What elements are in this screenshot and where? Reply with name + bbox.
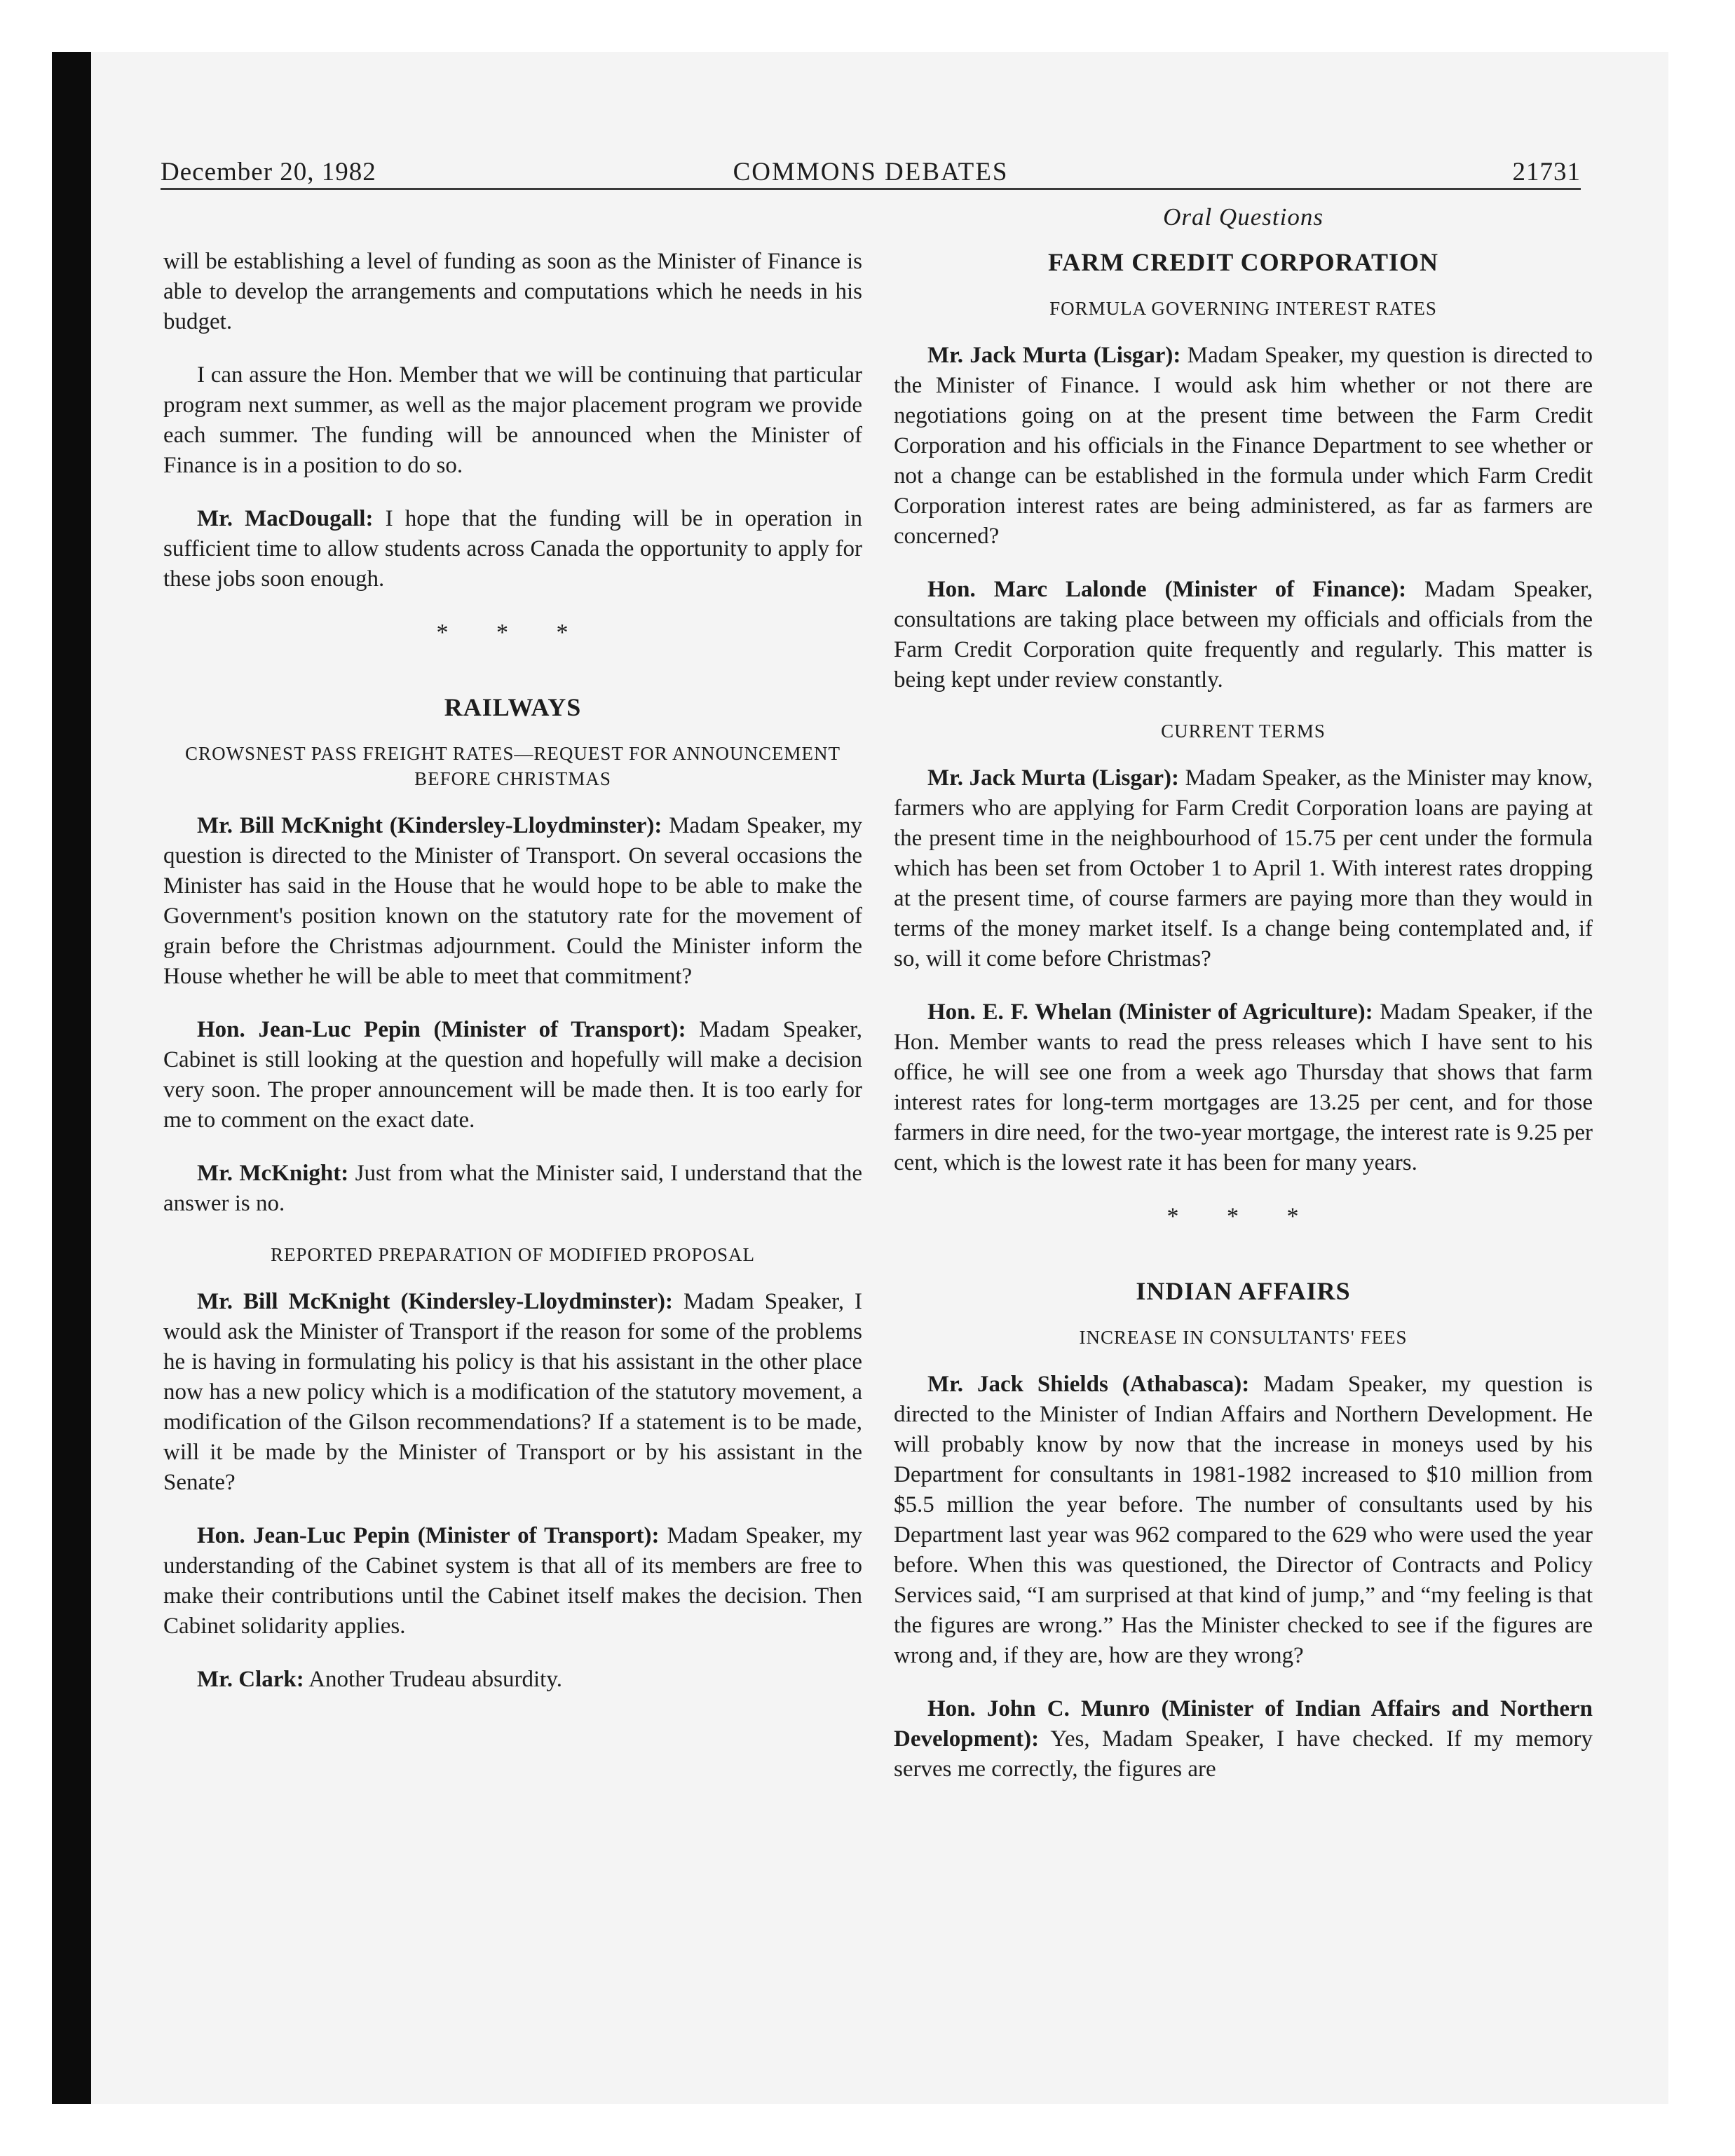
- paragraph: will be establishing a level of funding as soon as the Minister of Finance is able to develop the arrangements and computations which he needs in his budget.: [163, 249, 862, 334]
- speech-text: Madam Speaker, my understanding of the Cabinet system is that all of its members are free to make their contributions until the Cabinet itself makes the decision. Then Cabinet solidarity applies.: [163, 1523, 862, 1639]
- paragraph: [894, 997, 1593, 1178]
- speaker-name: Mr. McKnight:: [197, 1161, 349, 1186]
- subheading: INCREASE IN CONSULTANTS' FEES: [1079, 1327, 1408, 1348]
- speaker-name: Mr. Bill McKnight (Kindersley-Lloydminster):: [197, 813, 662, 838]
- paragraph: [163, 1287, 862, 1498]
- header-page-number: 21731: [1512, 158, 1581, 186]
- speaker-name: Mr. Bill McKnight (Kindersley-Lloydminster):: [197, 1289, 673, 1314]
- subheading: CROWSNEST PASS FREIGHT RATES—REQUEST FOR ANNOUNCEMENT BEFORE CHRISTMAS: [185, 743, 841, 789]
- left-column: [163, 247, 862, 1718]
- speaker-name: Hon. Marc Lalonde (Minister of Finance):: [927, 577, 1407, 602]
- speech-text: Yes, Madam Speaker, I have checked. If my memory serves me correctly, the figures are: [894, 1726, 1593, 1782]
- section-title: INDIAN AFFAIRS: [1136, 1277, 1351, 1305]
- speech-text: Madam Speaker, my question is directed to the Minister of Finance. I would ask him whether or not there are negotiations going on at the present time between the Farm Credit Corporation and his officials in the Finance Department to see whether or not a change can be established in the formula under which Farm Credit Corporation interest rates are being administered, as far as farmers are concerned?: [894, 343, 1593, 549]
- speech-text: Madam Speaker, if the Hon. Member wants to read the press releases which I have sent to his office, he will see one from a week ago Thursday that shows that farm interest rates for long-term mortgages are 13.25 per cent, and for those farmers in dire need, for the two-year mortgage, the interest rate is 9.25 per cent, which is the lowest rate it has been for many years.: [894, 999, 1593, 1175]
- paragraph: [163, 811, 862, 992]
- speech-text: Madam Speaker, Cabinet is still looking at the question and hopefully will make a decision very soon. The proper announcement will be made then. It is too early for me to comment on the exact date.: [163, 1017, 862, 1133]
- right-column: [894, 202, 1593, 1808]
- paragraph: [894, 575, 1593, 695]
- paragraph: [163, 1015, 862, 1135]
- paragraph: [894, 763, 1593, 974]
- header-date: December 20, 1982: [161, 158, 376, 186]
- subheading: CURRENT TERMS: [1161, 721, 1326, 742]
- subheading: FORMULA GOVERNING INTEREST RATES: [1049, 298, 1437, 319]
- speaker-name: Mr. Jack Murta (Lisgar):: [927, 765, 1180, 791]
- speech-text: Madam Speaker, as the Minister may know, farmers who are applying for Farm Credit Corporation loans are paying at the present time in the neighbourhood of 15.75 per cent under the formula which has been set from October 1 to April 1. With interest rates dropping at the present time, of course farmers are paying more than they would in terms of the money market itself. Is a change being contemplated and, if so, will it come before Christmas?: [894, 765, 1593, 971]
- paragraph: [163, 1665, 862, 1695]
- paragraph: [163, 1159, 862, 1219]
- speaker-name: Mr. Clark:: [197, 1667, 304, 1692]
- speech-text: Just from what the Minister said, I understand that the answer is no.: [163, 1161, 862, 1216]
- section-title: FARM CREDIT CORPORATION: [1047, 248, 1438, 276]
- speech-text: Another Trudeau absurdity.: [304, 1667, 562, 1692]
- page-header: [161, 153, 1581, 190]
- speaker-name: Hon. John C. Munro (Minister of Indian Affairs and Northern Development):: [894, 1696, 1593, 1752]
- paragraph: [894, 1694, 1593, 1785]
- paragraph: I can assure the Hon. Member that we will be continuing that particular program next summer, as well as the major placement program we provide each summer. The funding will be announced when the Minister of Finance is in a position to do so.: [163, 362, 862, 478]
- speaker-name: Hon. E. F. Whelan (Minister of Agriculture):: [927, 999, 1373, 1025]
- speaker-name: Hon. Jean-Luc Pepin (Minister of Transport):: [197, 1017, 686, 1042]
- speech-text: Madam Speaker, consultations are taking place between my officials and officials from the Farm Credit Corporation quite frequently and regularly. This matter is being kept under review constantly.: [894, 577, 1593, 692]
- paragraph: [163, 504, 862, 594]
- speaker-name: Hon. Jean-Luc Pepin (Minister of Transport):: [197, 1523, 660, 1548]
- speech-text: I hope that the funding will be in operation in sufficient time to allow students across Canada the opportunity to apply for these jobs soon enough.: [163, 506, 862, 592]
- speech-text: Madam Speaker, I would ask the Minister of Transport if the reason for some of the problems he is having in formulating his policy is that his assistant in the other place now has a new policy which is a modification of the statutory movement, a modification of the Gilson recommendations? If a statement is to be made, will it be made by the Minister of Transport or by his assistant in the Senate?: [163, 1289, 862, 1495]
- paragraph: [894, 341, 1593, 552]
- speaker-name: Mr. Jack Shields (Athabasca):: [927, 1372, 1250, 1397]
- section-separator: * * *: [1166, 1203, 1320, 1229]
- speech-text: Madam Speaker, my question is directed to the Minister of Transport. On several occasions the Minister has said in the House that he would hope to be able to make the Government's position known on the statutory rate for the movement of grain before the Christmas adjournment. Could the Minister inform the House whether he will be able to meet that commitment?: [163, 813, 863, 989]
- speech-text: Madam Speaker, my question is directed to the Minister of Indian Affairs and Northern Development. He will probably know by now that the increase in moneys used by his Department for consultants in 1981-1982 increased to $10 million from $5.5 million the year before. The number of consultants used by his Department last year was 962 compared to the 629 who were used the year before. When this was questioned, the Director of Contracts and Policy Services said, “I am surprised at that kind of jump,” and “my feeling is that the figures are wrong.” Has the Minister checked to see if the figures are wrong and, if they are, how are they wrong?: [894, 1372, 1593, 1668]
- paragraph: [894, 1370, 1593, 1671]
- section-separator: * * *: [436, 620, 590, 646]
- paragraph: [163, 1521, 862, 1642]
- speaker-name: Mr. MacDougall:: [197, 506, 374, 531]
- speaker-name: Mr. Jack Murta (Lisgar):: [927, 343, 1181, 368]
- binding-edge: [52, 52, 91, 2104]
- section-title: RAILWAYS: [444, 693, 582, 721]
- header-title: COMMONS DEBATES: [733, 158, 1009, 186]
- rubric-oral-questions: Oral Questions: [1163, 203, 1324, 231]
- subheading: REPORTED PREPARATION OF MODIFIED PROPOSAL: [271, 1244, 755, 1265]
